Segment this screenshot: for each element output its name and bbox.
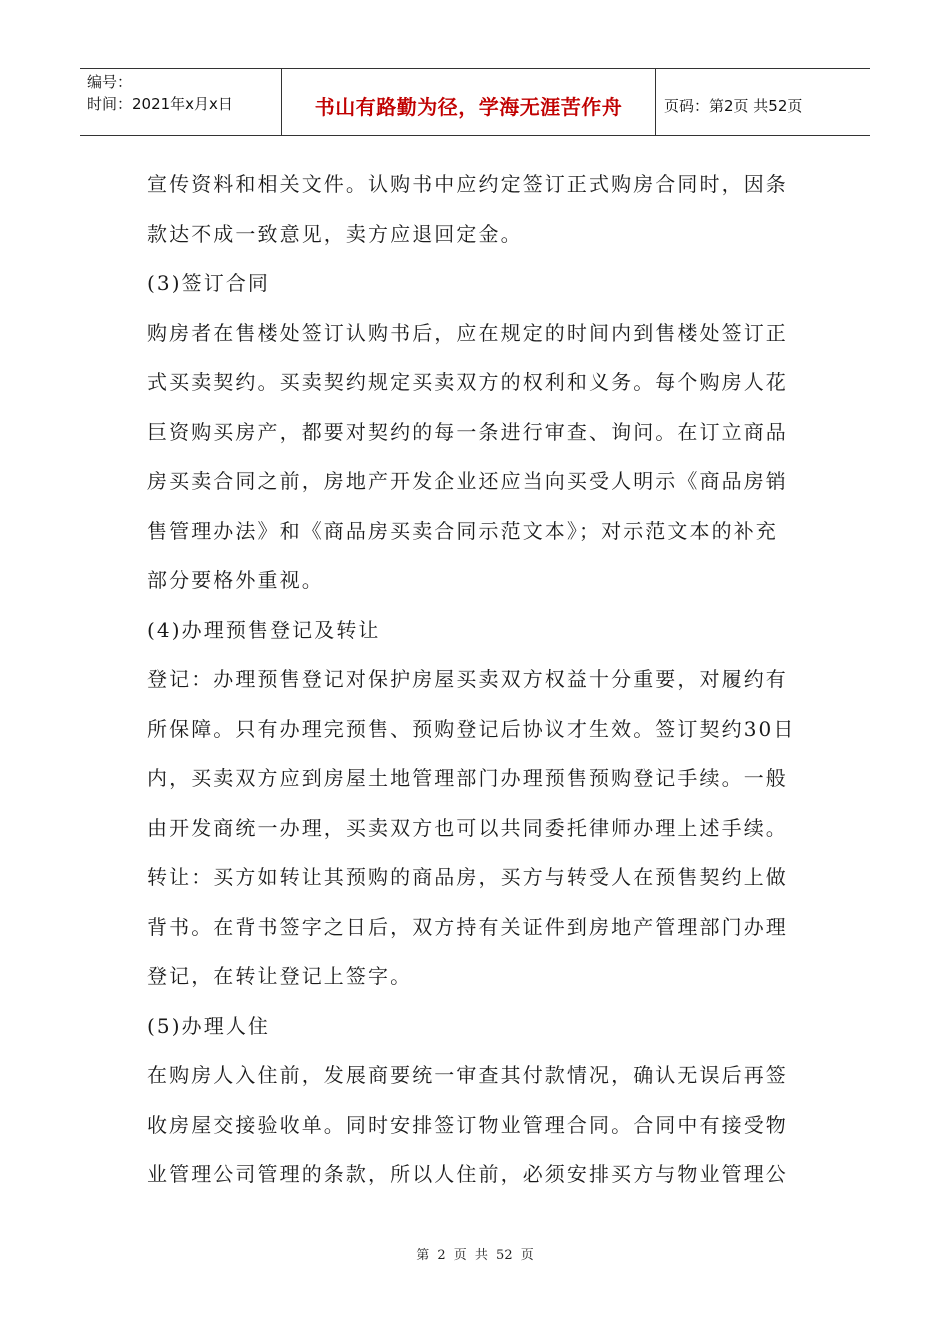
section-heading: (5)办理人住	[147, 1013, 271, 1038]
document-number: 编号：	[87, 73, 133, 91]
text-line: 背书。在背书签字之日后，双方持有关证件到房地产管理部门办理	[147, 914, 788, 939]
text-line: 在购房人入住前，发展商要统一审查其付款情况，确认无误后再签	[147, 1063, 788, 1087]
text-line: 款达不成一致意见，卖方应退回定金。	[147, 221, 523, 246]
document-time: 时间：2021年x月x日	[87, 95, 233, 113]
text-line: 宣传资料和相关文件。认购书中应约定签订正式购房合同时，因条	[147, 172, 788, 196]
text-line: 巨资购买房产，都要对契约的每一条进行审查、询问。在订立商品	[147, 419, 788, 444]
page-header	[80, 68, 870, 136]
document-body	[147, 160, 807, 1200]
header-motto: 书山有路勤为径，学海无涯苦作舟	[282, 69, 656, 135]
section-heading: (3)签订合同	[147, 271, 271, 295]
text-line: 收房屋交接验收单。同时安排签订物业管理合同。合同中有接受物	[147, 1112, 788, 1137]
page-footer: 第 2 页 共 52 页	[416, 1248, 534, 1263]
text-line: 由开发商统一办理，买卖双方也可以共同委托律师办理上述手续。	[147, 815, 788, 840]
text-line: 转让：买方如转让其预购的商品房，买方与转受人在预售契约上做	[147, 865, 788, 889]
text-line: 式买卖契约。买卖契约规定买卖双方的权利和义务。每个购房人花	[147, 370, 788, 394]
header-page-info: 页码：第2页 共52页	[664, 96, 803, 115]
header-meta	[80, 69, 282, 135]
text-line: 登记：办理预售登记对保护房屋买卖双方权益十分重要，对履约有	[147, 667, 788, 691]
text-line: 内，买卖双方应到房屋土地管理部门办理预售预购登记手续。一般	[147, 766, 788, 790]
text-line: 登记，在转让登记上签字。	[147, 964, 413, 988]
text-line: 部分要格外重视。	[147, 568, 324, 592]
text-line: 售管理办法》和《商品房买卖合同示范文本》；对示范文本的补充	[147, 518, 778, 543]
section-heading: (4)办理预售登记及转让	[147, 617, 381, 642]
text-line: 业管理公司管理的条款，所以人住前，必须安排买方与物业管理公	[147, 1162, 788, 1186]
text-line: 所保障。只有办理完预售、预购登记后协议才生效。签订契约30日	[147, 716, 796, 741]
text-line: 房买卖合同之前，房地产开发企业还应当向买受人明示《商品房销	[147, 469, 788, 493]
text-line: 购房者在售楼处签订认购书后，应在规定的时间内到售楼处签订正	[147, 320, 788, 345]
